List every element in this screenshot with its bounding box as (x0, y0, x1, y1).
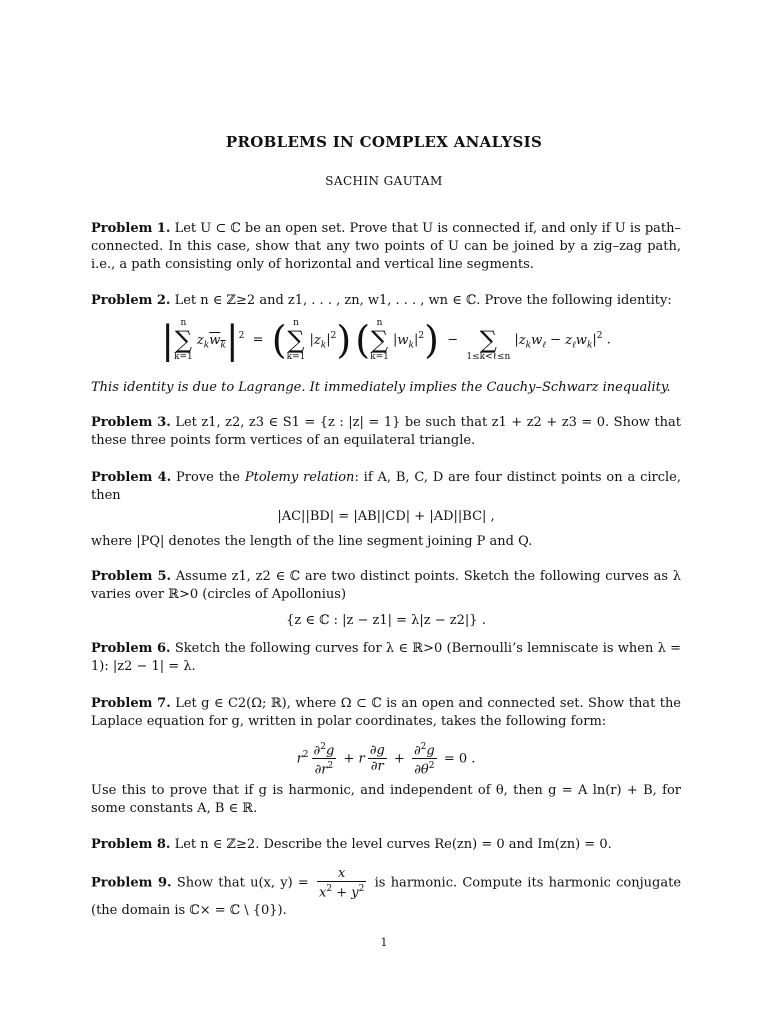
problem-label: Problem 5. (91, 569, 172, 584)
laplace-polar-equation: $r^2$ $\frac{\partial^2g}{\partial r^2}$ + r $\frac{\partial g}{\partial r}$ + $\frac{\partial^2g}{\partial\theta^2}$ = 0 . (296, 742, 476, 778)
problem-1 (91, 220, 681, 274)
problem-label: Problem 4. (91, 470, 172, 485)
problem-3 (91, 414, 681, 450)
problem-text: Show that u(x, y) = (176, 875, 309, 891)
problem-text: Assume z1, z2 ∈ ℂ are two distinct points. Sketch the following curves as λ varies over ℝ>0 (circles of Apollonius) (91, 569, 681, 602)
problem-text: Sketch the following curves for λ ∈ ℝ>0 (Bernoulli’s lemniscate is when λ = 1): |z2 − 1| = λ. (91, 641, 682, 674)
harmonic-fraction: $\frac{x}{x^2 + y^2}$ (319, 866, 365, 901)
problem-6 (91, 640, 681, 676)
apollonius-equation: {z ∈ ℂ : |z − z1| = λ|z − z2|} . (286, 613, 486, 628)
problem-label: Problem 6. (91, 641, 171, 656)
page-number: 1 (380, 936, 388, 949)
ptolemy-equation: |AC||BD| = |AB||CD| + |AD||BC| , (277, 509, 495, 524)
problem-label: Problem 9. (91, 875, 172, 891)
problem-label: Problem 2. (91, 293, 171, 308)
problem-4 (91, 469, 681, 505)
lagrange-identity-equation: | n ∑ k=1 $z_kw_k|^2$ = ( n ∑ k=1 $|z_k|^2$) ( n ∑ k=1 $|w_k|^2$) − ∑ 1≤k<ℓ≤n $|z_kw_\ell - z_\ell w_k|^2$ . (161, 318, 611, 362)
problem-text: Let n ∈ ℤ≥2 and z1, . . . , zn, w1, . . . , wn ∈ ℂ. Prove the following identity: (174, 293, 672, 308)
problem-text: Let n ∈ ℤ≥2. Describe the level curves Re(zn) = 0 and Im(zn) = 0. (174, 837, 612, 852)
author-name: SACHIN GAUTAM (325, 174, 443, 188)
problem-text: Prove the (176, 470, 240, 485)
problem-text: Let z1, z2, z3 ∈ S1 = {z : |z| = 1} be such that z1 + z2 + z3 = 0. Show that these three points form vertices of an equilateral triangle. (91, 415, 681, 448)
problem-4-after: where |PQ| denotes the length of the line segment joining P and Q. (91, 534, 533, 549)
problem-label: Problem 1. (91, 221, 171, 236)
problem-2-note: This identity is due to Lagrange. It immediately implies the Cauchy–Schwarz inequality. (91, 380, 671, 395)
problem-5 (91, 568, 681, 604)
problem-text: Let U ⊂ ℂ be an open set. Prove that U is connected if, and only if U is path–connected. In this case, show that any two points of U can be joined by a zig–zag path, i.e., a path consisting only of horizontal and vertical line segments. (91, 221, 681, 272)
problem-8 (91, 836, 681, 854)
problem-label: Problem 8. (91, 837, 171, 852)
page-title: PROBLEMS IN COMPLEX ANALYSIS (225, 133, 543, 151)
problem-7 (91, 695, 681, 731)
problem-text-cont: : if A, B, C, D are four distinct points on a circle, then (91, 470, 681, 503)
problem-label: Problem 3. (91, 415, 171, 430)
problem-label: Problem 7. (91, 696, 171, 711)
problem-7-after: Use this to prove that if g is harmonic, and independent of θ, then g = A ln(r) + B, for some constants A, B ∈ ℝ. (91, 783, 681, 816)
ptolemy-term: Ptolemy relation (244, 470, 355, 485)
problem-2 (91, 292, 681, 310)
problem-9 (91, 866, 681, 922)
problem-text-cont: is harmonic. Compute its harmonic conjugate (the domain is ℂ× = ℂ \ {0}). (91, 875, 682, 919)
problem-text: Let g ∈ C2(Ω; ℝ), where Ω ⊂ ℂ is an open and connected set. Show that the Laplace equation for g, written in polar coordinates, takes the following form: (91, 696, 682, 729)
